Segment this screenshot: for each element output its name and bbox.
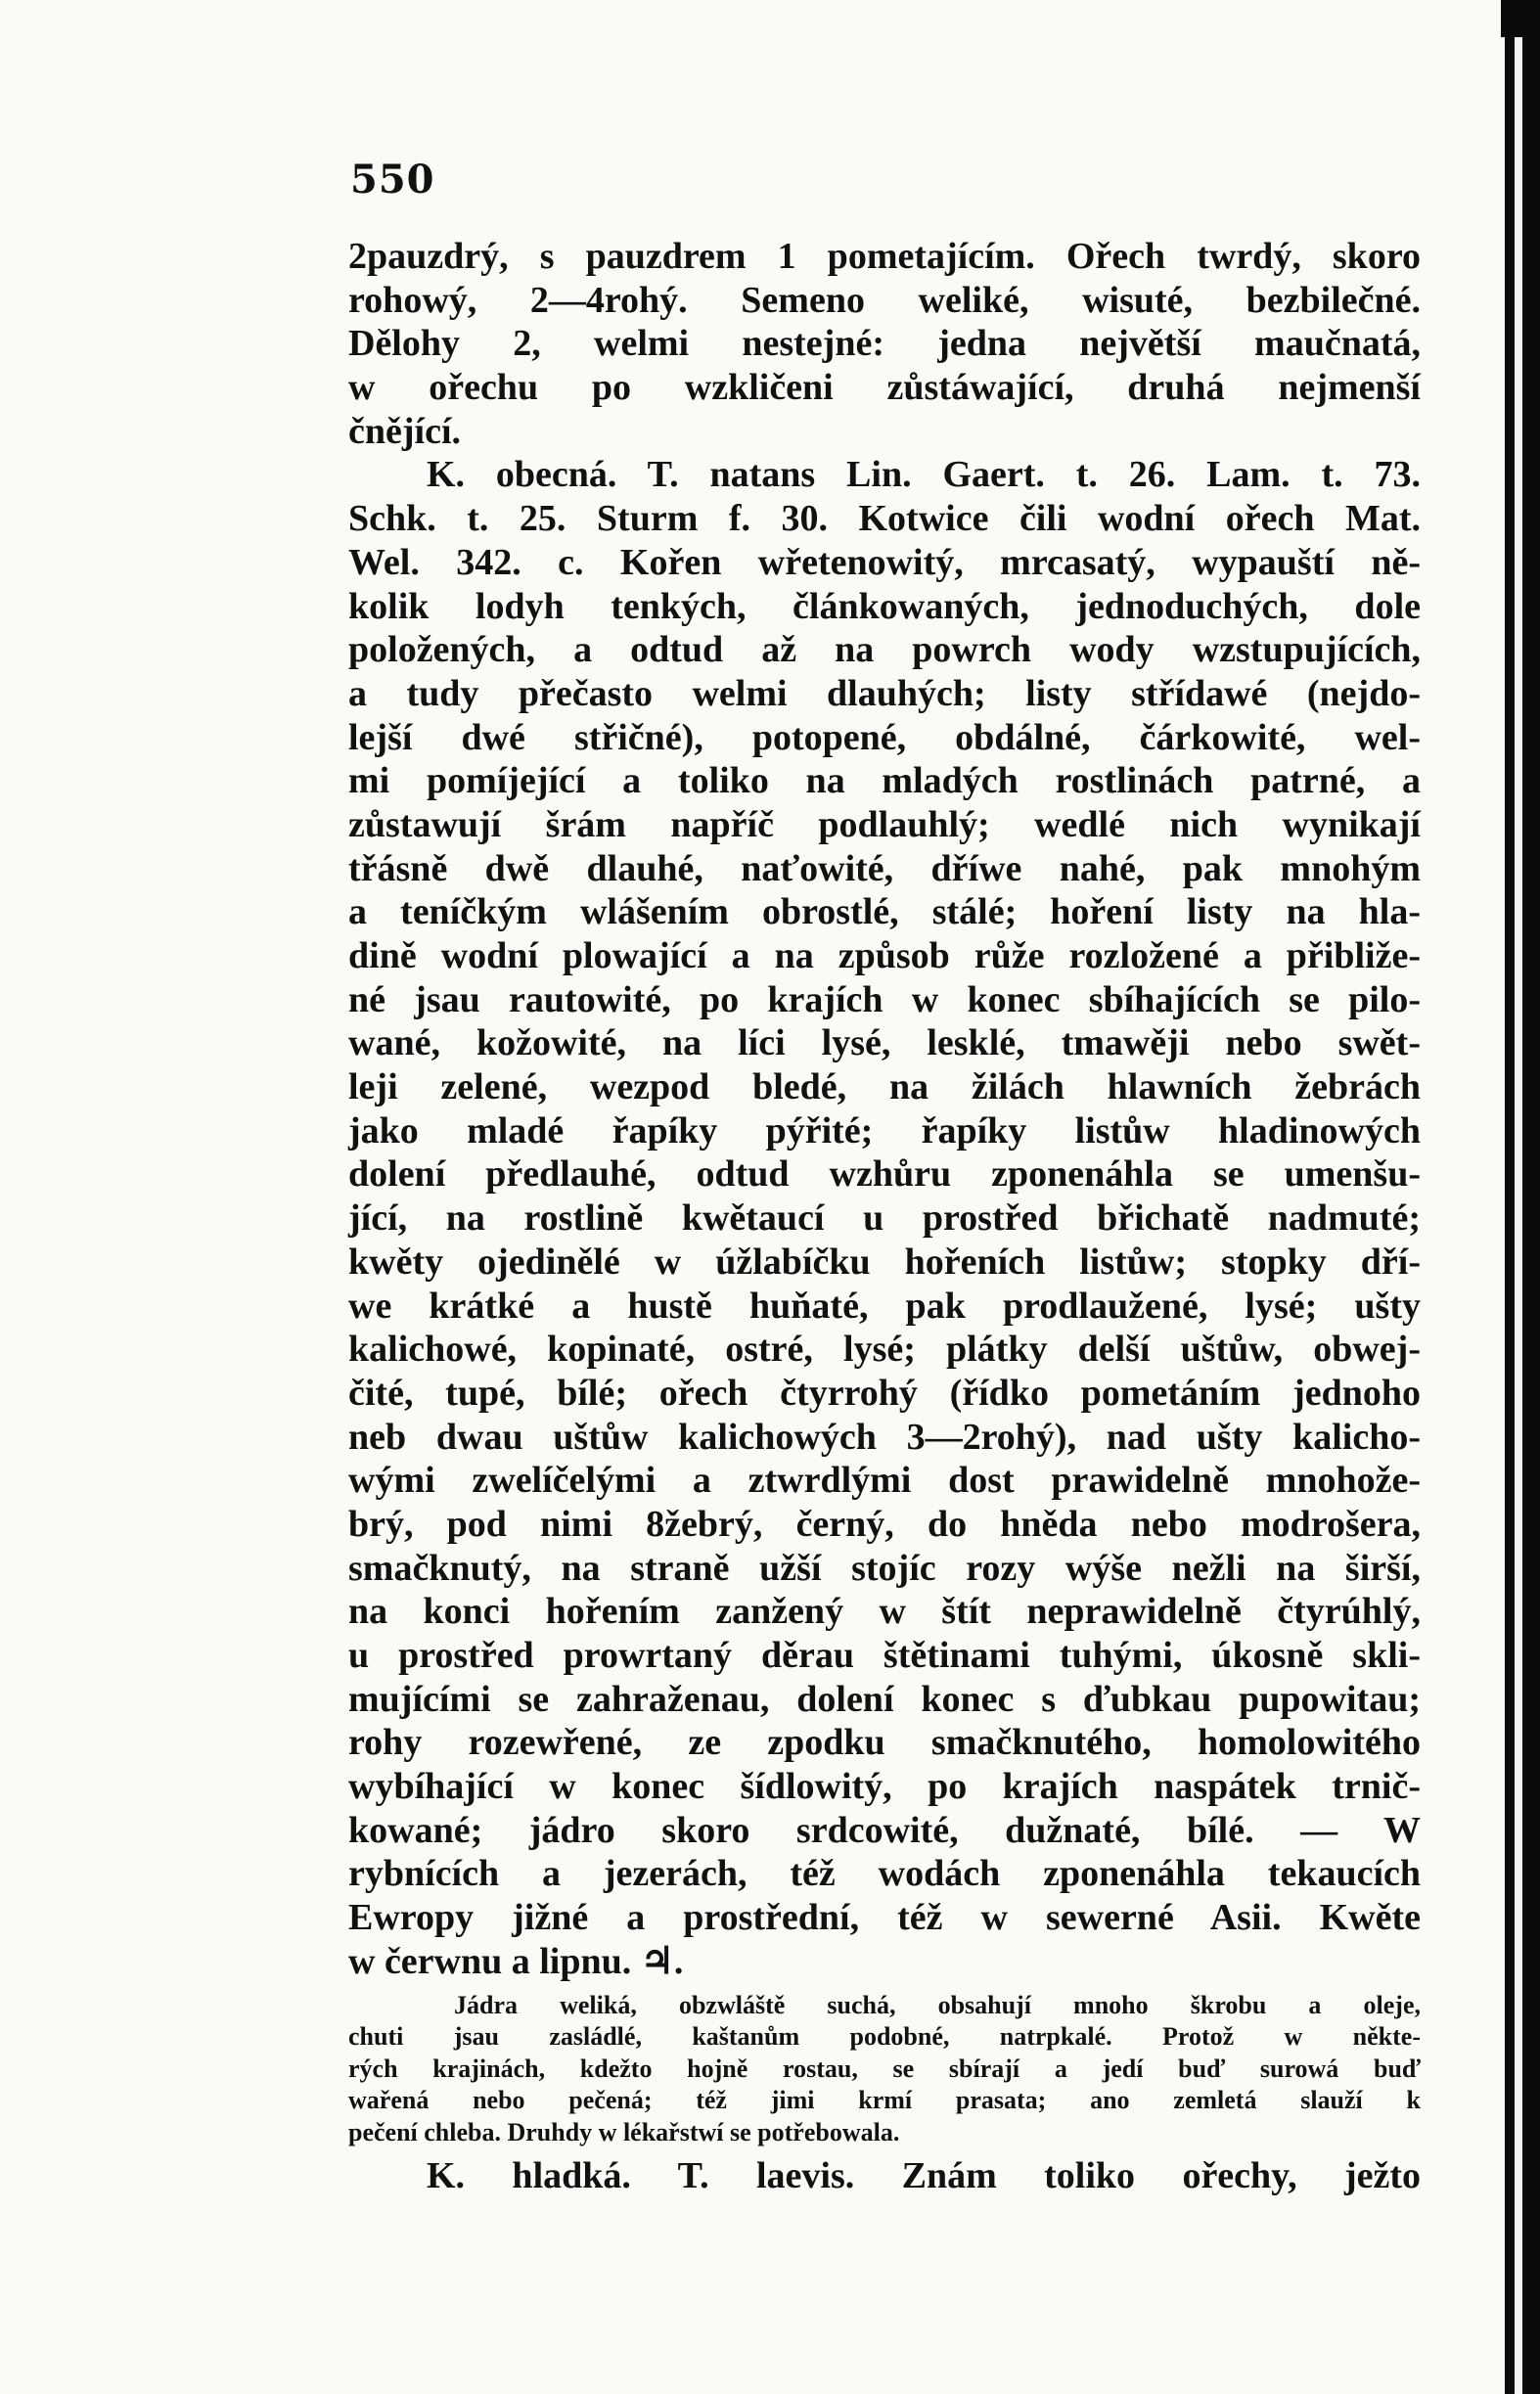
footnote-line: pečení chleba. Druhdy w lékařstwí se potřebowala. [348, 2117, 900, 2146]
text-line: né jsau rautowité, po krajích w konec sbíhajících se pilo- [348, 978, 1421, 1020]
text-line: w čerwnu a lipnu. ♃. [348, 1940, 684, 1982]
text-line: lejší dwé střičné), potopené, obdálné, čárkowité, wel- [348, 716, 1421, 758]
text-line: smačknutý, na straně užší stojíc rozy wýše nežli na širší, [348, 1547, 1421, 1589]
text-line: brý, pod nimi 8žebrý, černý, do hněda nebo modrošera, [348, 1503, 1421, 1545]
text-line: rohowý, 2—4rohý. Semeno weliké, wisuté, bezbilečné. [348, 279, 1421, 321]
scan-border [1505, 0, 1540, 2394]
text-line: Ewropy jižné a prostřední, též w sewerné Asii. Kwěte [348, 1897, 1421, 1939]
text-line: čité, tupé, bílé; ořech čtyrrohý (řídko pometáním jednoho [348, 1372, 1421, 1414]
text-line: kowané; jádro skoro srdcowité, dužnaté, bílé. — W [348, 1809, 1421, 1851]
footnote-line: Jádra weliká, obzwláště suchá, obsahují mnoho škrobu a oleje, [454, 1990, 1421, 2019]
text-line: položených, a odtud až na powrch wody wzstupujících, [348, 629, 1421, 671]
footnote-line: chuti jsau zasládlé, kaštanům podobné, natrpkalé. Protož w někte- [348, 2022, 1421, 2051]
text-line: neb dwau uštůw kalichowých 3—2rohý), nad ušty kalicho- [348, 1416, 1421, 1458]
text-line: wané, kožowité, na líci lysé, lesklé, tmawěji nebo swět- [348, 1022, 1421, 1064]
text-line: u prostřed prowrtaný děrau štětinami tuhými, úkosně skli- [348, 1635, 1421, 1676]
text-line: jící, na rostlině kwětaucí u prostřed břichatě nadmuté; [348, 1197, 1421, 1240]
text-line: 2pauzdrý, s pauzdrem 1 pometajícím. Ořech twrdý, skoro [348, 236, 1421, 277]
text-line: na konci hořením zanžený w štít neprawidelně čtyrúhlý, [348, 1591, 1421, 1633]
text-line: Dělohy 2, welmi nestejné: jedna největší maučnatá, [348, 323, 1421, 365]
body-text [348, 235, 1421, 2198]
text-line: Wel. 342. c. Kořen wřetenowitý, mrcasatý, wypauští ně- [348, 541, 1421, 583]
text-line: K. obecná. T. natans Lin. Gaert. t. 26. Lam. t. 73. [427, 454, 1421, 496]
text-line: mujícími se zahraženau, dolení konec s ďubkau pupowitau; [348, 1678, 1421, 1720]
final-text-line: K. hladká. T. laevis. Znám toliko ořechy, ježto [427, 2155, 1421, 2196]
text-line: w ořechu po wzkličeni zůstáwající, druhá nejmenší [348, 367, 1421, 409]
text-line: jako mladé řapíky pýřité; řapíky listůw hladinowých [348, 1109, 1421, 1152]
text-line: kolik lodyh tenkých, článkowaných, jednoduchých, dole [348, 585, 1421, 627]
text-line: a teníčkým wlášením obrostlé, stálé; hoření listy na hla- [348, 891, 1421, 933]
page-number: 550 [350, 157, 435, 203]
text-line: zůstawují šrám napříč podlauhlý; wedlé nich wynikají [348, 803, 1421, 845]
footnote-line: wařená nebo pečená; též jimi krmí prasata; ano zemletá slauží k [348, 2086, 1421, 2114]
text-line: a tudy přečasto welmi dlauhých; listy střídawé (nejdo- [348, 672, 1421, 714]
text-line: rohy rozewřené, ze zpodku smačknutého, homolowitého [348, 1722, 1421, 1764]
adjacent-page-edge [1515, 0, 1522, 2394]
footnote-line: rých krajinách, kdežto hojně rostau, se sbírají a jedí buď surowá buď [348, 2054, 1421, 2083]
text-line: čnějící. [348, 410, 462, 452]
text-line: kwěty ojedinělé w úžlabíčku hořeních listůw; stopky dří- [348, 1241, 1421, 1283]
text-line: rybnících a jezerách, též wodách zponenáhla tekaucích [348, 1853, 1421, 1895]
text-line: mi pomíjející a toliko na mladých rostlinách patrné, a [348, 760, 1421, 802]
text-line: dině wodní plowající a na způsob růže rozložené a přibliže- [348, 935, 1421, 976]
text-line: we krátké a hustě huňaté, pak prodlaužené, lysé; ušty [348, 1285, 1421, 1327]
scan-corner [1501, 0, 1540, 37]
text-line: třásně dwě dlauhé, naťowité, dříwe nahé, pak mnohým [348, 847, 1421, 889]
text-line: dolení předlauhé, odtud wzhůru zponenáhla se umenšu- [348, 1153, 1421, 1196]
text-line: wými zwelíčelými a ztwrdlými dost prawidelně mnohože- [348, 1460, 1421, 1502]
text-line: kalichowé, kopinaté, ostré, lysé; plátky delší uštůw, obwej- [348, 1329, 1421, 1371]
text-line: wybíhající w konec šídlowitý, po krajích naspátek trnič- [348, 1766, 1421, 1808]
text-line: leji zelené, wezpod bledé, na žilách hlawních žebrách [348, 1066, 1421, 1108]
text-line: Schk. t. 25. Sturm f. 30. Kotwice čili wodní ořech Mat. [348, 498, 1421, 540]
